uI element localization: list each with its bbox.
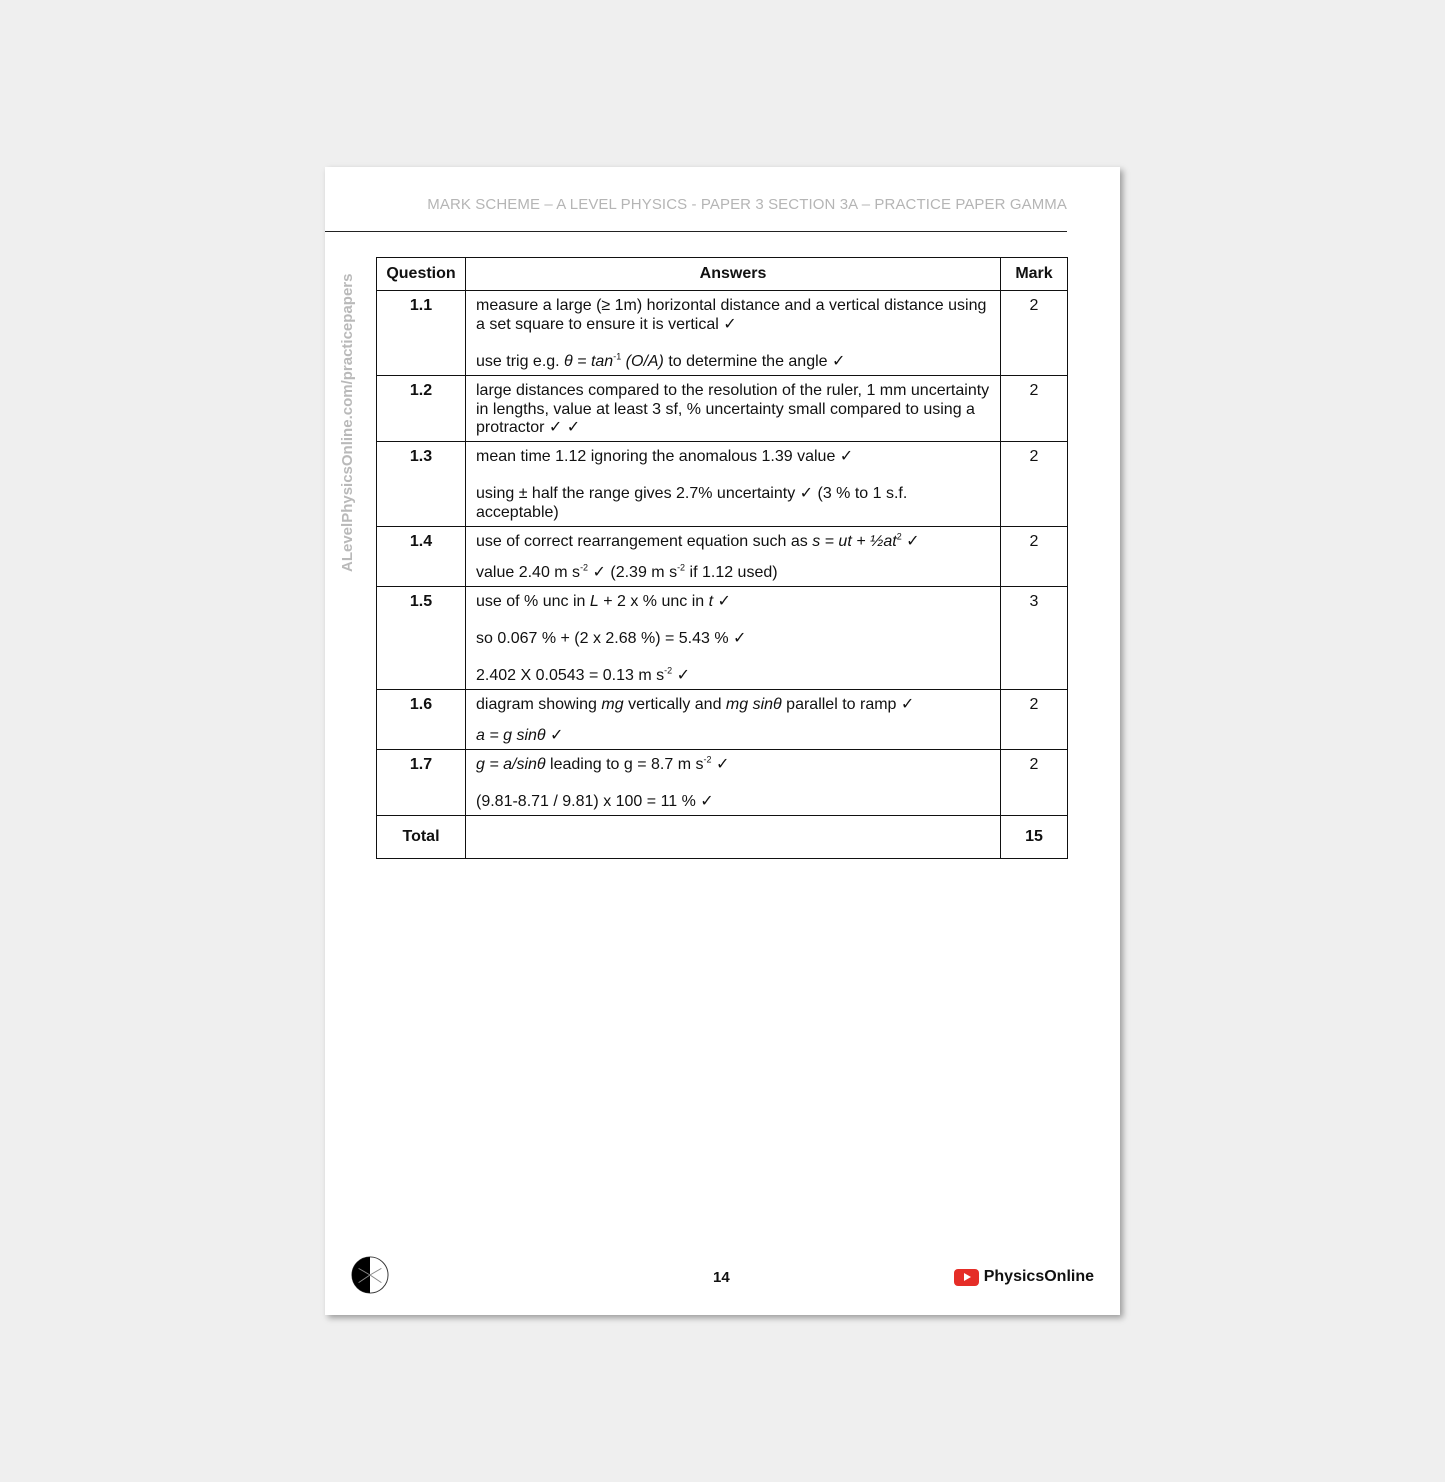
- mark-value: 2: [1001, 527, 1068, 587]
- mark-value: 2: [1001, 376, 1068, 442]
- table-row: [377, 291, 1068, 376]
- answer-text: ✓: [713, 593, 731, 610]
- answer-math-text: s = ut + ½at: [812, 533, 897, 550]
- answer-superscript: -2: [580, 562, 589, 573]
- answer-cell: [466, 442, 1001, 527]
- answer-superscript: 2: [896, 531, 902, 542]
- question-number: 1.4: [377, 527, 466, 587]
- mark-value: 2: [1001, 690, 1068, 750]
- answer-text: if 1.12 used): [685, 563, 778, 581]
- total-row: [377, 816, 1068, 859]
- answer-text: so 0.067 % + (2 x 2.68 %) = 5.43 % ✓: [476, 630, 747, 647]
- total-mark: 15: [1001, 816, 1068, 859]
- answer-paragraph: [476, 564, 990, 583]
- mark-scheme-page: [325, 167, 1120, 1315]
- header-rule: [325, 231, 1067, 232]
- answer-math-text: L: [589, 593, 599, 610]
- answer-text: 2.402 X 0.0543 = 0.13 m s: [476, 667, 665, 684]
- question-number: 1.6: [377, 690, 466, 750]
- answer-text: measure a large (≥ 1m) horizontal distance and a vertical distance using a set square to ensure it is vertical ✓: [476, 297, 987, 333]
- question-number: 1.5: [377, 587, 466, 690]
- answer-cell: [466, 527, 1001, 587]
- answer-paragraph: [476, 793, 990, 812]
- answer-text: use trig e.g.: [476, 352, 565, 370]
- answer-superscript: -2: [664, 665, 673, 676]
- answer-text: to determine the angle ✓: [663, 352, 846, 370]
- answer-cell: [466, 587, 1001, 690]
- header-question: Question: [377, 258, 466, 291]
- answer-text: use of % unc in: [476, 593, 590, 610]
- answer-text: using ± half the range gives 2.7% uncertainty ✓ (3 % to 1 s.f. acceptable): [476, 485, 908, 521]
- answer-text: ✓ (2.39 m s: [588, 563, 678, 581]
- answer-text: large distances compared to the resolution of the ruler, 1 mm uncertainty in lengths, value at least 3 sf, % uncertainty small compared to using a protractor ✓ ✓: [476, 382, 990, 436]
- header-answers: Answers: [466, 258, 1001, 291]
- physics-logo-icon: [351, 1256, 389, 1294]
- mark-scheme-table: [376, 257, 1068, 859]
- answer-paragraph: [476, 727, 990, 746]
- table-row: [377, 750, 1068, 816]
- answer-text: mean time 1.12 ignoring the anomalous 1.39 value ✓: [476, 448, 854, 465]
- question-number: 1.3: [377, 442, 466, 527]
- answer-math-text: (O/A): [621, 352, 664, 370]
- answer-superscript: -1: [613, 351, 622, 362]
- answer-text: diagram showing: [476, 696, 602, 713]
- total-label: Total: [377, 816, 466, 859]
- answer-text: + 2 x % unc in: [598, 593, 709, 610]
- answer-superscript: -2: [677, 562, 686, 573]
- answer-text: parallel to ramp ✓: [781, 696, 915, 713]
- question-number: 1.7: [377, 750, 466, 816]
- page-header-title: MARK SCHEME – A LEVEL PHYSICS - PAPER 3 SECTION 3A – PRACTICE PAPER GAMMA: [427, 196, 1067, 213]
- table-row: [377, 442, 1068, 527]
- youtube-play-icon: [954, 1269, 979, 1286]
- answer-cell: [466, 690, 1001, 750]
- sidebar-url-text: ALevelPhysicsOnline.com/practicepapers: [339, 273, 356, 572]
- answer-paragraph: [476, 696, 990, 715]
- table-header-row: [377, 258, 1068, 291]
- answer-paragraph: [476, 756, 990, 775]
- answer-math-text: θ = tan: [564, 352, 614, 370]
- mark-value: 3: [1001, 587, 1068, 690]
- answer-paragraph: [476, 448, 990, 467]
- answer-math-text: g = a/sinθ: [476, 756, 546, 773]
- answer-paragraph: [476, 533, 990, 552]
- answer-paragraph: [476, 667, 990, 686]
- answer-paragraph: [476, 630, 990, 649]
- answer-cell: [466, 750, 1001, 816]
- answer-text: value 2.40 m s: [476, 563, 581, 581]
- answer-cell: [466, 376, 1001, 442]
- answer-cell: [466, 291, 1001, 376]
- answer-paragraph: [476, 353, 990, 372]
- answer-text: ✓: [901, 533, 920, 550]
- answer-text: leading to g = 8.7 m s: [545, 756, 704, 773]
- mark-value: 2: [1001, 442, 1068, 527]
- answer-paragraph: [476, 382, 990, 438]
- answer-math-text: t: [708, 593, 714, 610]
- page-number: 14: [713, 1269, 730, 1286]
- answer-paragraph: [476, 485, 990, 522]
- answer-text: use of correct rearrangement equation such as: [476, 533, 813, 550]
- answer-paragraph: [476, 297, 990, 334]
- brand-logo: [954, 1268, 1094, 1286]
- answer-text: ✓: [672, 667, 691, 684]
- total-answers-cell: [466, 816, 1001, 859]
- mark-value: 2: [1001, 750, 1068, 816]
- mark-value: 2: [1001, 291, 1068, 376]
- answer-text: vertically and: [623, 696, 726, 713]
- table-row: [377, 527, 1068, 587]
- answer-text: ✓: [711, 756, 730, 773]
- table-row: [377, 690, 1068, 750]
- answer-text: ✓: [545, 726, 564, 744]
- answer-paragraph: [476, 593, 990, 612]
- question-number: 1.1: [377, 291, 466, 376]
- table-row: [377, 376, 1068, 442]
- brand-name: PhysicsOnline: [983, 1268, 1094, 1285]
- answer-math-text: a = g sinθ: [476, 726, 546, 744]
- table-row: [377, 587, 1068, 690]
- answer-superscript: -2: [703, 754, 712, 765]
- answer-math-text: mg sinθ: [725, 696, 782, 713]
- answer-text: (9.81-8.71 / 9.81) x 100 = 11 % ✓: [476, 793, 714, 810]
- header-mark: Mark: [1001, 258, 1068, 291]
- answer-math-text: mg: [601, 696, 624, 713]
- question-number: 1.2: [377, 376, 466, 442]
